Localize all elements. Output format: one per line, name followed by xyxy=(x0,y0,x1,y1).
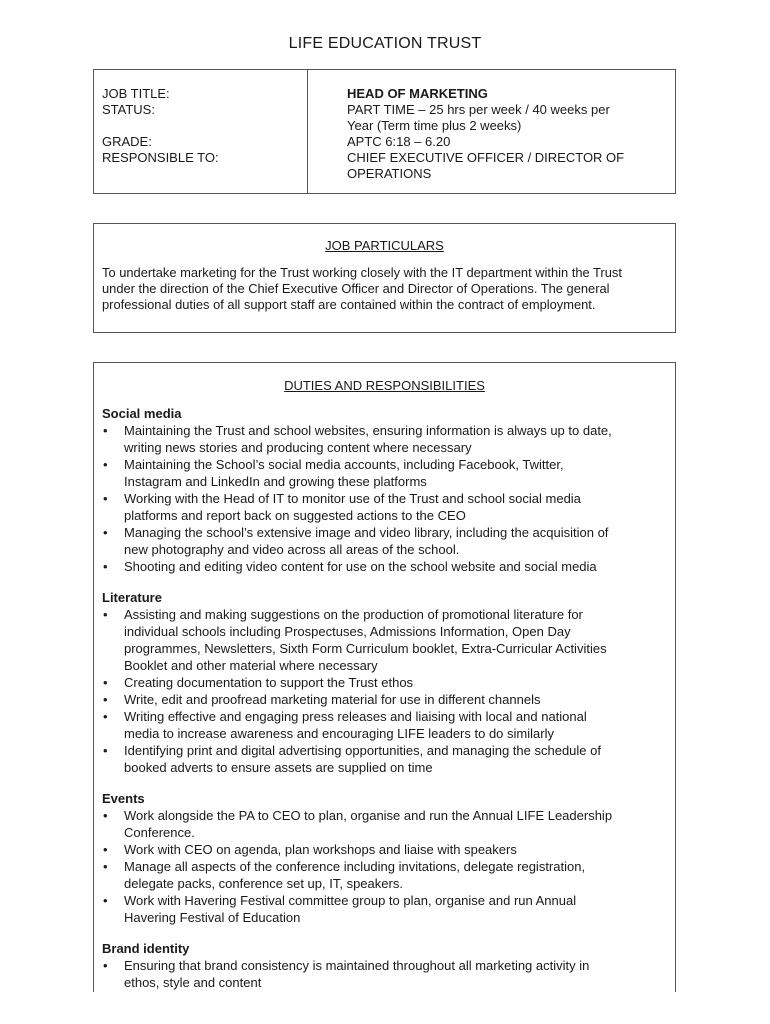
grade-value: APTC 6:18 – 6.20 xyxy=(347,134,451,149)
list-item: • Work with Havering Festival committee group to plan, organise and run Annual Havering Festival of Education xyxy=(102,892,667,926)
particulars-line: To undertake marketing for the Trust working closely with the IT department within the Trust xyxy=(102,265,622,280)
grade-label: GRADE: xyxy=(102,134,152,149)
responsible-to-label: RESPONSIBLE TO: xyxy=(102,150,219,165)
table-divider xyxy=(307,70,308,193)
job-particulars-section xyxy=(93,223,676,333)
status-value-line-2: Year (Term time plus 2 weeks) xyxy=(347,118,522,133)
brand-identity-title: Brand identity xyxy=(102,941,190,956)
info-values-column xyxy=(347,86,667,182)
list-item: • Ensuring that brand consistency is maintained throughout all marketing activity in ethos, style and content xyxy=(102,957,667,991)
list-item: • Work alongside the PA to CEO to plan, organise and run the Annual LIFE Leadership Conference. xyxy=(102,807,667,841)
duties-section xyxy=(93,362,676,992)
events-title: Events xyxy=(102,791,145,806)
job-title-value: HEAD OF MARKETING xyxy=(347,86,488,101)
list-item: • Creating documentation to support the Trust ethos xyxy=(102,674,667,691)
job-info-table xyxy=(93,69,676,194)
job-particulars-text xyxy=(102,265,667,313)
job-title-label: JOB TITLE: xyxy=(102,86,170,101)
events-list xyxy=(102,807,667,926)
list-item: • Identifying print and digital advertising opportunities, and managing the schedule of booked adverts to ensure assets are supplied on time xyxy=(102,742,667,776)
list-item: • Working with the Head of IT to monitor use of the Trust and school social media platforms and report back on suggested actions to the CEO xyxy=(102,490,667,524)
particulars-line: professional duties of all support staff are contained within the contract of employment. xyxy=(102,297,596,312)
list-item: • Write, edit and proofread marketing material for use in different channels xyxy=(102,691,667,708)
list-item: • Work with CEO on agenda, plan workshops and liaise with speakers xyxy=(102,841,667,858)
list-item: • Shooting and editing video content for use on the school website and social media xyxy=(102,558,667,575)
list-item: • Assisting and making suggestions on the production of promotional literature for individual schools including Prospectuses, Admissions Information, Open Day programmes, Newsletters, Sixth Form Curriculum booklet, Extra-Curricular Activities Booklet and other material where necessary xyxy=(102,606,667,674)
social-media-title: Social media xyxy=(102,406,182,421)
responsible-to-value-line-2: OPERATIONS xyxy=(347,166,432,181)
list-item: • Writing effective and engaging press releases and liaising with local and national media to increase awareness and encouraging LIFE leaders to do similarly xyxy=(102,708,667,742)
list-item: • Manage all aspects of the conference including invitations, delegate registration, delegate packs, conference set up, IT, speakers. xyxy=(102,858,667,892)
literature-title: Literature xyxy=(102,590,162,605)
list-item: • Maintaining the Trust and school websites, ensuring information is always up to date, writing news stories and producing content where necessary xyxy=(102,422,667,456)
literature-list xyxy=(102,606,667,776)
status-value-line-1: PART TIME – 25 hrs per week / 40 weeks per xyxy=(347,102,610,117)
list-item: • Maintaining the School’s social media accounts, including Facebook, Twitter, Instagram and LinkedIn and growing these platforms xyxy=(102,456,667,490)
brand-identity-list xyxy=(102,957,667,991)
status-label: STATUS: xyxy=(102,102,155,117)
duties-heading: DUTIES AND RESPONSIBILITIES xyxy=(284,378,485,393)
social-media-list xyxy=(102,422,667,575)
list-item: • Managing the school’s extensive image and video library, including the acquisition of new photography and video across all areas of the school. xyxy=(102,524,667,558)
info-labels-column xyxy=(102,86,219,166)
particulars-line: under the direction of the Chief Executive Officer and Director of Operations. The general xyxy=(102,281,610,296)
document-title: LIFE EDUCATION TRUST xyxy=(288,35,482,52)
job-particulars-heading: JOB PARTICULARS xyxy=(325,238,444,253)
responsible-to-value-line-1: CHIEF EXECUTIVE OFFICER / DIRECTOR OF xyxy=(347,150,625,165)
